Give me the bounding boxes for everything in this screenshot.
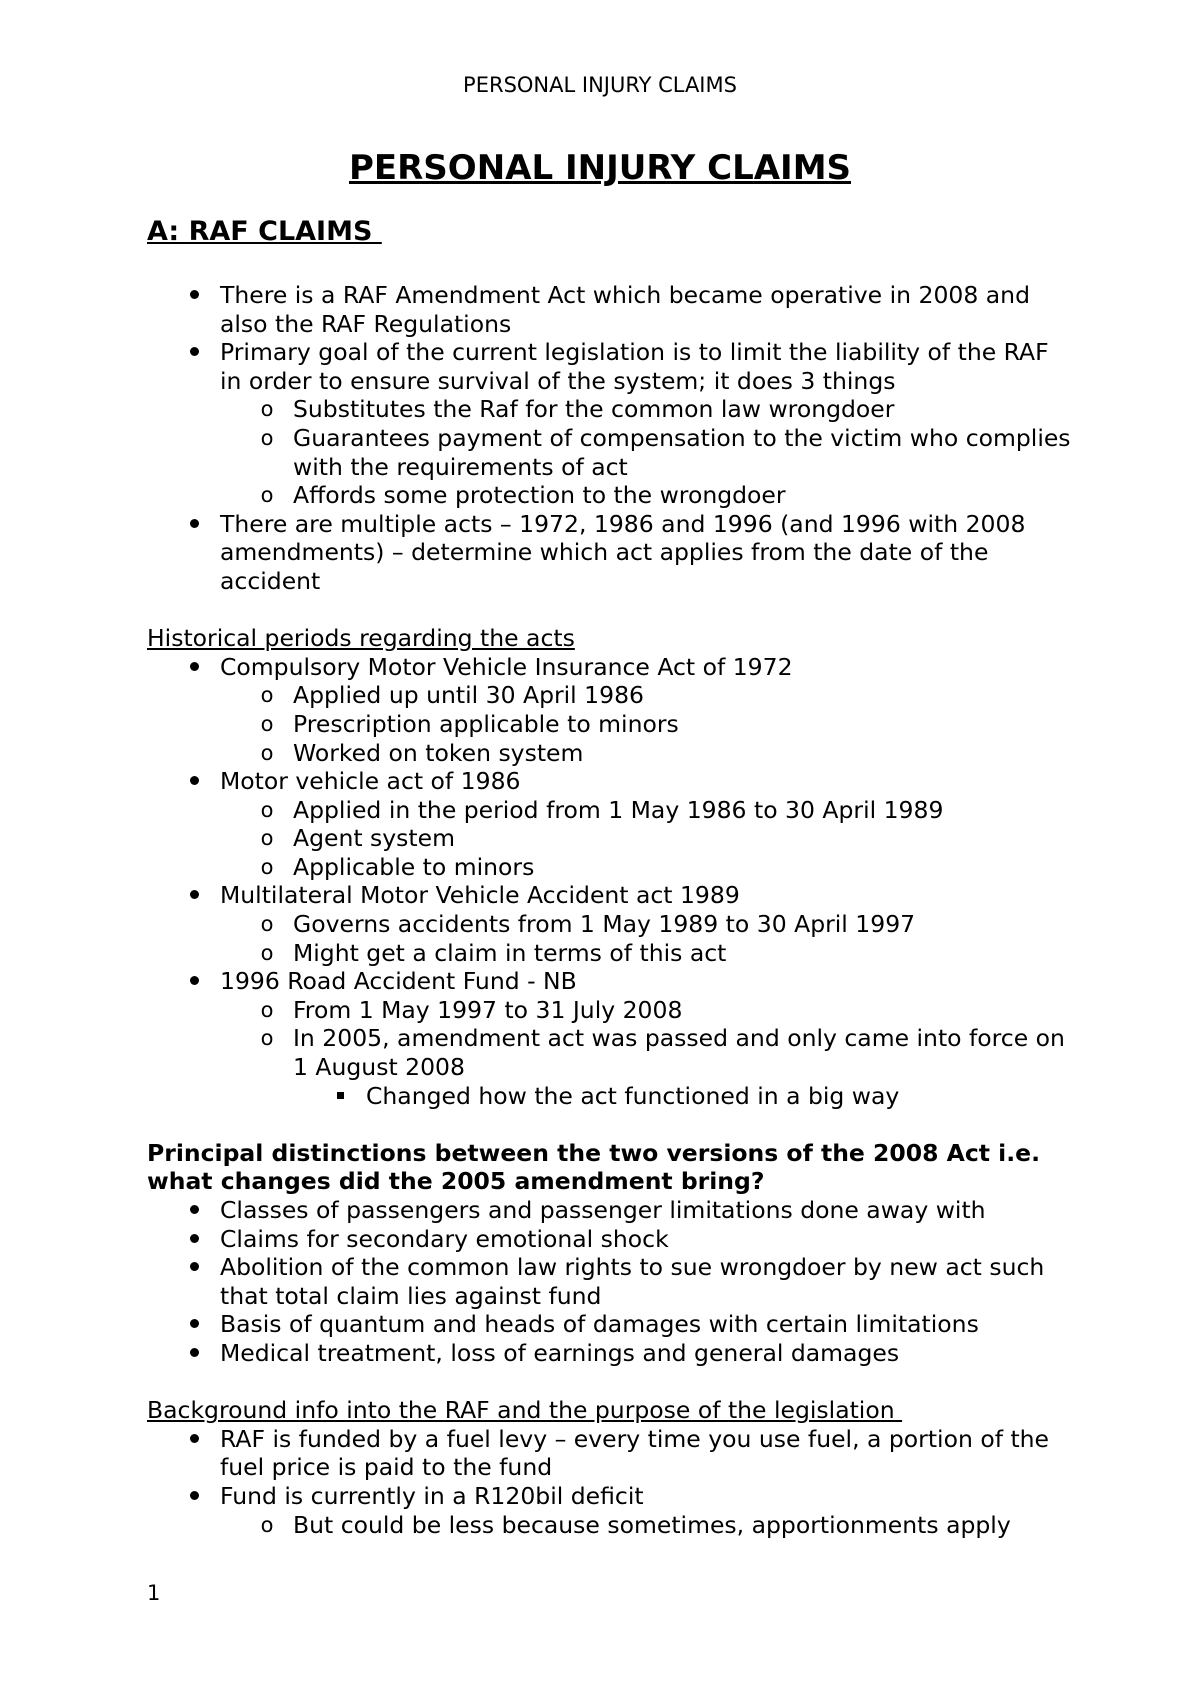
bullet-icon bbox=[184, 1225, 204, 1254]
bullet-icon bbox=[184, 1339, 204, 1368]
background-info-heading: Background info into the RAF and the purpose of the legislation bbox=[147, 1396, 903, 1425]
document-body bbox=[147, 281, 1072, 1539]
circle-bullet-icon: o bbox=[260, 740, 274, 765]
bullet-icon bbox=[184, 1482, 204, 1511]
sub-list-item: o Prescription applicable to minors bbox=[220, 710, 1072, 739]
sub-list-item: o Affords some protection to the wrongdoer bbox=[220, 481, 1072, 510]
list-item: Classes of passengers and passenger limitations done away with bbox=[147, 1196, 1072, 1225]
historical-periods-list bbox=[147, 653, 1072, 1111]
page-number: 1 bbox=[147, 1581, 161, 1605]
bullet-icon bbox=[184, 653, 204, 682]
background-info-list bbox=[147, 1425, 1072, 1539]
principal-distinctions-list bbox=[147, 1196, 1072, 1368]
bullet-icon bbox=[184, 881, 204, 910]
circle-bullet-icon: o bbox=[260, 912, 274, 937]
sub-list-item: o Guarantees payment of compensation to the victim who complies with the requirements of act bbox=[220, 424, 1072, 481]
sub-list-item: o But could be less because sometimes, apportionments apply bbox=[220, 1511, 1072, 1540]
document-title: PERSONAL INJURY CLAIMS bbox=[348, 148, 852, 188]
circle-bullet-icon: o bbox=[260, 483, 274, 508]
circle-bullet-icon: o bbox=[260, 854, 274, 879]
list-item: RAF is funded by a fuel levy – every time you use fuel, a portion of the fuel price is paid to the fund bbox=[147, 1425, 1072, 1482]
square-bullet-icon bbox=[330, 1082, 350, 1111]
sub-list-item: o Applicable to minors bbox=[220, 853, 1072, 882]
list-item: Abolition of the common law rights to sue wrongdoer by new act such that total claim lies against fund bbox=[147, 1253, 1072, 1310]
circle-bullet-icon: o bbox=[260, 711, 274, 736]
sub-list-item: o Worked on token system bbox=[220, 739, 1072, 768]
circle-bullet-icon: o bbox=[260, 683, 274, 708]
sub-list-item: o Agent system bbox=[220, 824, 1072, 853]
circle-bullet-icon: o bbox=[260, 1026, 274, 1051]
sub-list-item: o Might get a claim in terms of this act bbox=[220, 939, 1072, 968]
bullet-icon bbox=[184, 1196, 204, 1225]
list-item: Basis of quantum and heads of damages with certain limitations bbox=[147, 1310, 1072, 1339]
circle-bullet-icon: o bbox=[260, 826, 274, 851]
bullet-icon bbox=[184, 281, 204, 310]
section-heading-raf-claims: A: RAF CLAIMS bbox=[147, 216, 382, 247]
list-item: 1996 Road Accident Fund - NB o From 1 May 1997 to 31 July 2008 o In 2005, amendment act was passed and only came into force on 1 August 2008 Changed how the act functioned in a big way bbox=[147, 967, 1072, 1110]
bullet-icon bbox=[184, 1310, 204, 1339]
sub-list-item: o Applied up until 30 April 1986 bbox=[220, 681, 1072, 710]
list-item: Claims for secondary emotional shock bbox=[147, 1225, 1072, 1254]
circle-bullet-icon: o bbox=[260, 1512, 274, 1537]
sub-list-item: o From 1 May 1997 to 31 July 2008 bbox=[220, 996, 1072, 1025]
sub-list-item: o In 2005, amendment act was passed and only came into force on 1 August 2008 Changed how the act functioned in a big way bbox=[220, 1024, 1072, 1110]
sub-sub-list-item: Changed how the act functioned in a big way bbox=[293, 1082, 1072, 1111]
bullet-icon bbox=[184, 1253, 204, 1282]
circle-bullet-icon: o bbox=[260, 397, 274, 422]
historical-periods-heading: Historical periods regarding the acts bbox=[147, 624, 575, 653]
bullet-icon bbox=[184, 510, 204, 539]
sub-list-item: o Substitutes the Raf for the common law wrongdoer bbox=[220, 395, 1072, 424]
circle-bullet-icon: o bbox=[260, 997, 274, 1022]
bullet-icon bbox=[184, 338, 204, 367]
list-item: There are multiple acts – 1972, 1986 and 1996 (and 1996 with 2008 amendments) – determine which act applies from the date of the accident bbox=[147, 510, 1072, 596]
principal-distinctions-heading: Principal distinctions between the two versions of the 2008 Act i.e. what changes did the 2005 amendment bring? bbox=[147, 1138, 1041, 1196]
sub-list-item: o Applied in the period from 1 May 1986 to 30 April 1989 bbox=[220, 796, 1072, 825]
list-item: There is a RAF Amendment Act which became operative in 2008 and also the RAF Regulations bbox=[147, 281, 1072, 338]
sub-list-item: o Governs accidents from 1 May 1989 to 30 April 1997 bbox=[220, 910, 1072, 939]
running-header: PERSONAL INJURY CLAIMS bbox=[463, 73, 737, 97]
circle-bullet-icon: o bbox=[260, 797, 274, 822]
circle-bullet-icon: o bbox=[260, 940, 274, 965]
circle-bullet-icon: o bbox=[260, 425, 274, 450]
list-item: Compulsory Motor Vehicle Insurance Act of 1972 o Applied up until 30 April 1986 o Prescription applicable to minors o Worked on token system bbox=[147, 653, 1072, 767]
bullet-icon bbox=[184, 967, 204, 996]
bullet-icon bbox=[184, 1425, 204, 1454]
list-item: Fund is currently in a R120bil deficit o But could be less because sometimes, apportionments apply bbox=[147, 1482, 1072, 1539]
list-item: Motor vehicle act of 1986 o Applied in the period from 1 May 1986 to 30 April 1989 o Agent system o Applicable to minors bbox=[147, 767, 1072, 881]
list-item: Medical treatment, loss of earnings and general damages bbox=[147, 1339, 1072, 1368]
list-item: Multilateral Motor Vehicle Accident act 1989 o Governs accidents from 1 May 1989 to 30 April 1997 o Might get a claim in terms of this act bbox=[147, 881, 1072, 967]
raf-claims-list bbox=[147, 281, 1072, 596]
bullet-icon bbox=[184, 767, 204, 796]
list-item: Primary goal of the current legislation is to limit the liability of the RAF in order to ensure survival of the system; it does 3 things o Substitutes the Raf for the common law wrongdoer o Guarantees payment of compensation to the victim who complies with the requirements of act o Affords some protection to the wrongdoer bbox=[147, 338, 1072, 510]
